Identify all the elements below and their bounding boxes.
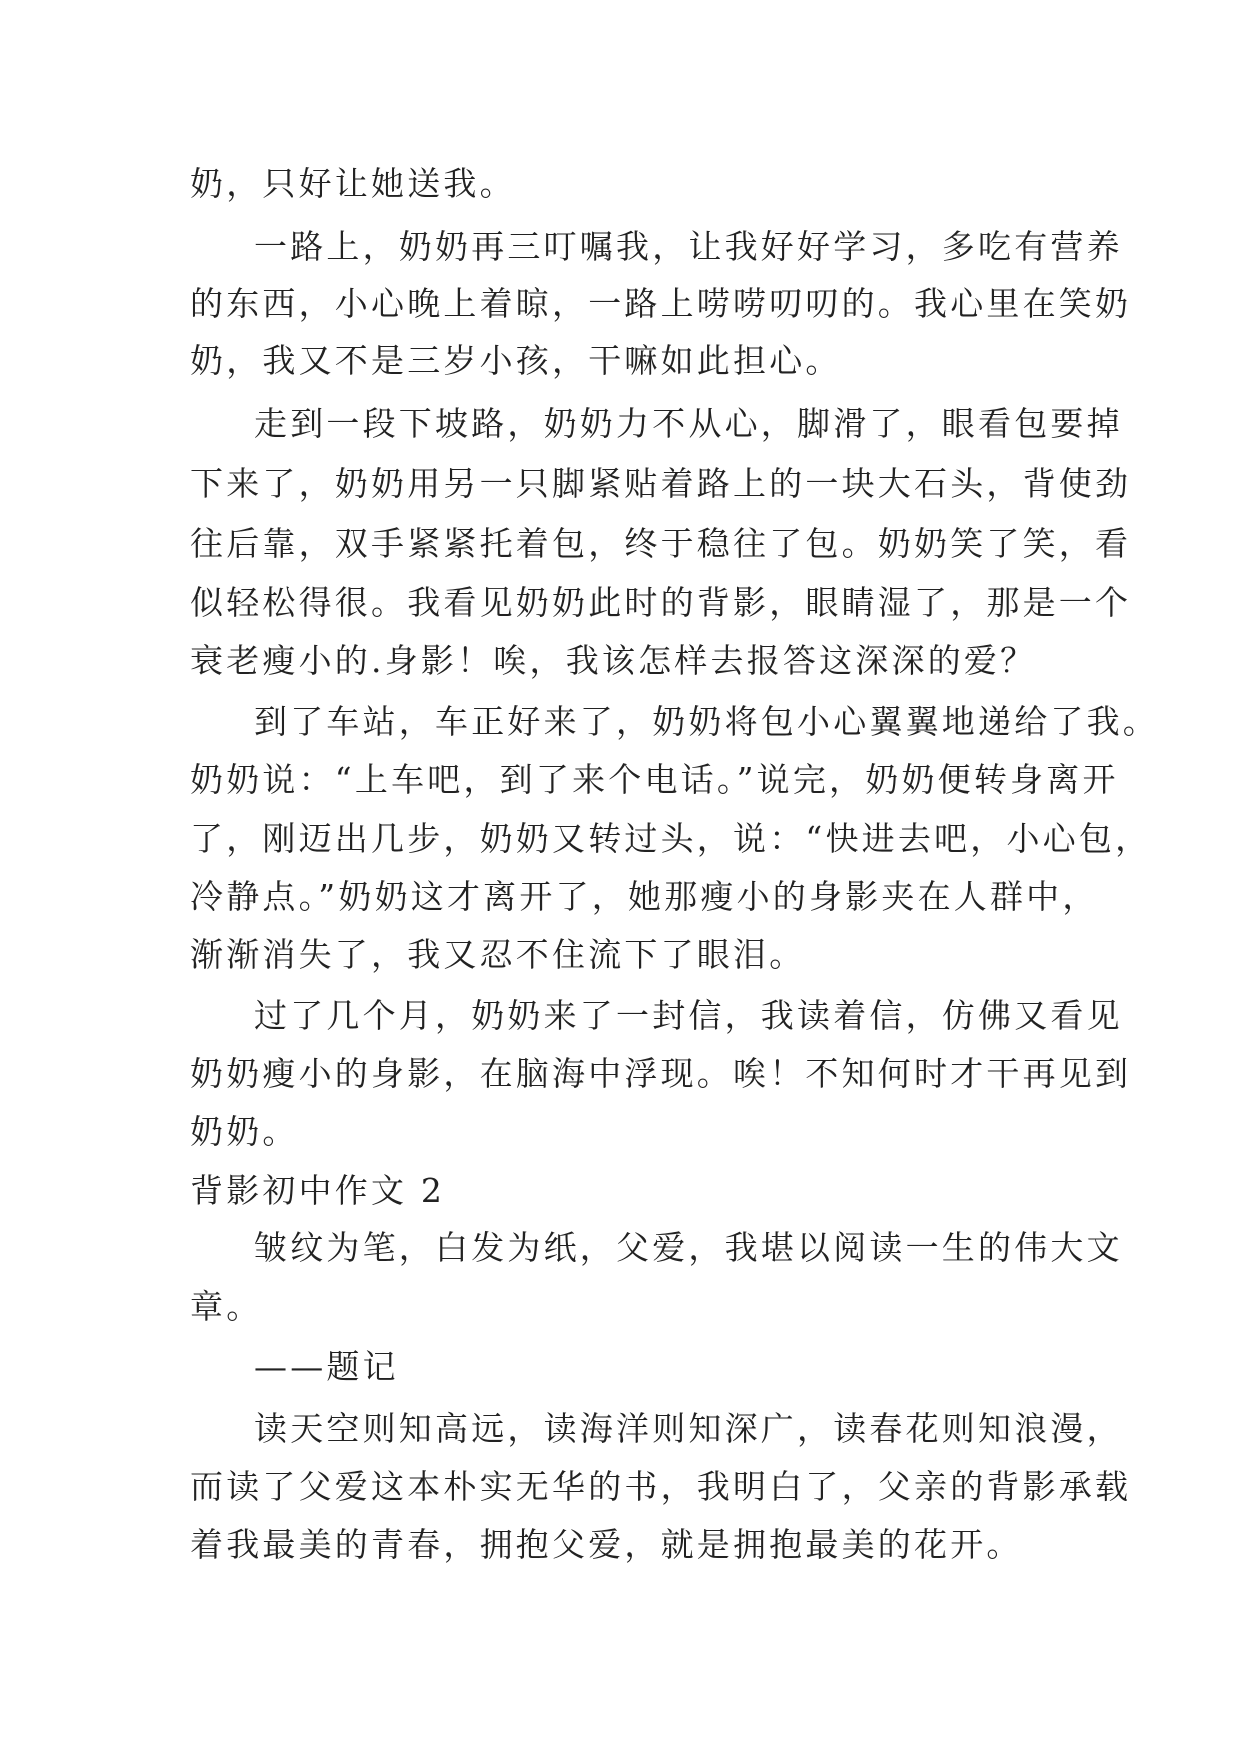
text-line: 奶奶说：“上车吧，到了来个电话。”说完，奶奶便转身离开 <box>190 760 1119 799</box>
text-line: 读天空则知高远，读海洋则知深广，读春花则知浪漫， <box>254 1409 1123 1448</box>
text-line: 奶奶。 <box>190 1112 299 1151</box>
text-line: 章。 <box>190 1287 263 1326</box>
text-line: 衰老瘦小的.身影！唉，我该怎样去报答这深深的爱？ <box>190 641 1037 680</box>
text-line: 冷静点。”奶奶这才离开了，她那瘦小的身影夹在人群中， <box>190 877 1099 916</box>
text-line: 奶，我又不是三岁小孩，干嘛如此担心。 <box>190 341 842 380</box>
text-line: 了，刚迈出几步，奶奶又转过头，说：“快进去吧，小心包， <box>190 819 1152 858</box>
text-line: 往后靠，双手紧紧托着包，终于稳往了包。奶奶笑了笑，看 <box>190 524 1132 563</box>
text-line: 下来了，奶奶用另一只脚紧贴着路上的一块大石头，背使劲 <box>190 464 1132 503</box>
text-line: 一路上，奶奶再三叮嘱我，让我好好学习，多吃有营养 <box>254 227 1123 266</box>
text-line: 奶，只好让她送我。 <box>190 164 516 203</box>
epigraph-attribution: ——题记 <box>254 1347 399 1386</box>
text-line: 而读了父爱这本朴实无华的书，我明白了，父亲的背影承载 <box>190 1467 1132 1506</box>
text-line: 渐渐消失了，我又忍不住流下了眼泪。 <box>190 935 806 974</box>
text-line: 过了几个月，奶奶来了一封信，我读着信，仿佛又看见 <box>254 996 1123 1035</box>
text-line: 着我最美的青春，拥抱父爱，就是拥抱最美的花开。 <box>190 1525 1023 1564</box>
text-line: 似轻松得很。我看见奶奶此时的背影，眼睛湿了，那是一个 <box>190 583 1132 622</box>
text-line: 的东西，小心晚上着晾，一路上唠唠叨叨的。我心里在笑奶 <box>190 284 1132 323</box>
text-line: 奶奶瘦小的身影，在脑海中浮现。唉！不知何时才干再见到 <box>190 1054 1132 1093</box>
text-line: 皱纹为笔，白发为纸，父爱，我堪以阅读一生的伟大文 <box>254 1228 1123 1267</box>
section-heading: 背影初中作文 2 <box>190 1171 446 1210</box>
text-line: 到了车站，车正好来了，奶奶将包小心翼翼地递给了我。 <box>254 702 1159 741</box>
text-line: 走到一段下坡路，奶奶力不从心，脚滑了，眼看包要掉 <box>254 404 1123 443</box>
